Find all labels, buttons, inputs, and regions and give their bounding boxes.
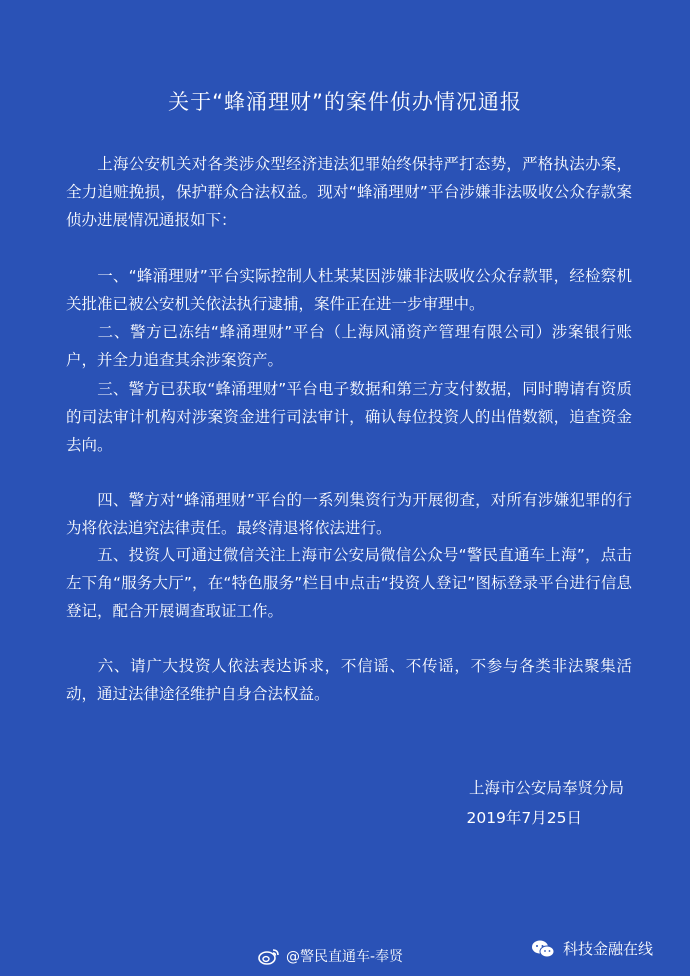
wechat-icon: [531, 939, 555, 959]
paragraph-item-2: 二、警方已冻结“蜂涌理财”平台（上海风涌资产管理有限公司）涉案银行账户，并全力追查其余涉案资产。: [66, 323, 632, 369]
notice-title: 关于“蜂涌理财”的案件侦办情况通报: [168, 90, 522, 114]
paragraph-intro: 上海公安机关对各类涉众型经济违法犯罪始终保持严打态势，严格执法办案，全力追赃挽损，保护群众合法权益。现对“蜂涌理财”平台涉嫌非法吸收公众存款案侦办进展情况通报如下：: [66, 155, 632, 229]
paragraph-item-6: 六、请广大投资人依法表达诉求，不信谣、不传谣，不参与各类非法聚集活动，通过法律途径维护自身合法权益。: [66, 657, 632, 703]
paragraph-item-3: 三、警方已获取“蜂涌理财”平台电子数据和第三方支付数据，同时聘请有资质的司法审计机构对涉案资金进行司法审计，确认每位投资人的出借数额，追查资金去向。: [66, 380, 632, 454]
paragraph-item-1: 一、“蜂涌理财”平台实际控制人杜某某因涉嫌非法吸收公众存款罪，经检察机关批准已被公安机关依法执行逮捕，案件正在进一步审理中。: [66, 267, 632, 313]
signature-organization: 上海市公安局奉贤分局: [468, 779, 624, 797]
weibo-handle: @警民直通车-奉贤: [286, 949, 404, 965]
paragraph-item-4: 四、警方对“蜂涌理财”平台的一系列集资行为开展彻查，对所有涉嫌犯罪的行为将依法追究法律责任。最终清退将依法进行。: [66, 491, 632, 537]
signature-date: 2019年7月25日: [466, 809, 582, 827]
weibo-icon: [258, 947, 280, 965]
wechat-account: 科技金融在线: [563, 940, 654, 958]
wechat-watermark: [531, 938, 653, 959]
paragraph-item-5: 五、投资人可通过微信关注上海市公安局微信公众号“警民直通车上海”，点击左下角“服务大厅”，在“特色服务”栏目中点击“投资人登记”图标登录平台进行信息登记，配合开展调查取证工作。: [66, 546, 632, 620]
weibo-watermark: [258, 946, 403, 966]
